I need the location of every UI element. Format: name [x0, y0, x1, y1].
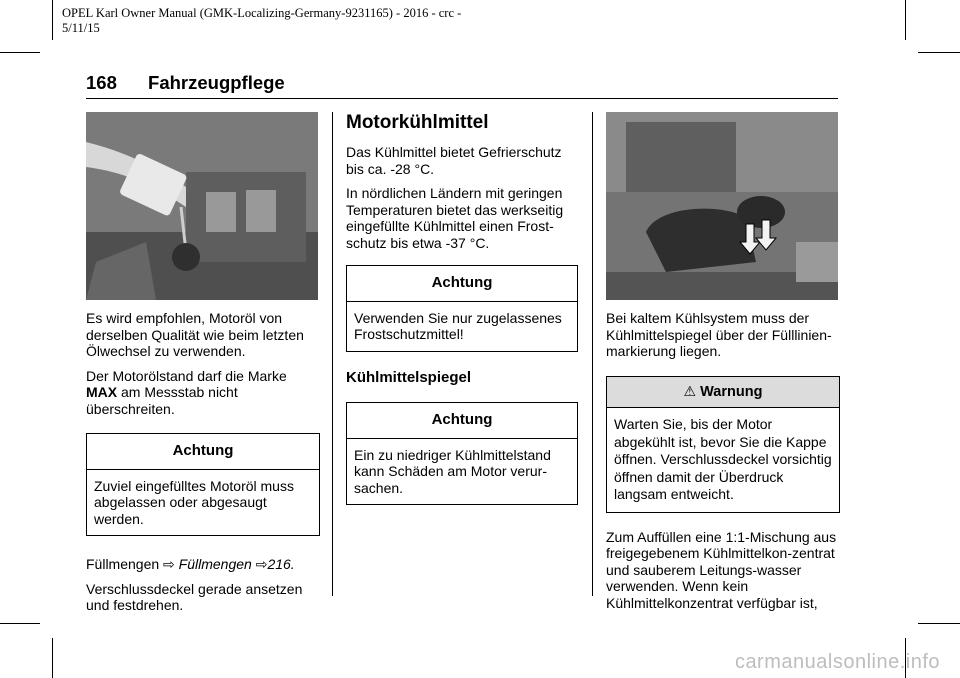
- paragraph: Verschlussdeckel gerade ansetzen und festdrehen.: [86, 580, 303, 613]
- reference-link[interactable]: Füllmengen: [178, 556, 252, 572]
- page-title: Fahrzeugpflege: [148, 72, 285, 93]
- crop-mark: [918, 623, 960, 624]
- subsection-heading: Kühlmittelspiegel: [346, 368, 472, 386]
- paragraph: [86, 368, 320, 418]
- paragraph: Es wird empfohlen, Motoröl von derselben Qualität wie beim letzten Ölwechsel zu verwenden.: [86, 310, 304, 359]
- warning-header: [607, 377, 839, 408]
- warning-triangle-icon: ⚠: [683, 382, 697, 399]
- caution-title: Achtung: [172, 442, 234, 459]
- coolant-reservoir-image: [606, 112, 838, 300]
- crop-mark: [0, 52, 40, 53]
- column-divider: [592, 112, 593, 596]
- warning-body: Warten Sie, bis der Motor abgekühlt ist, bevor Sie die Kappe öffnen. Verschlussdeckel vorsichtig öffnen damit der Überdruck langsam entweicht.: [607, 407, 839, 512]
- paragraph: In nördlichen Ländern mit geringen Temperaturen bietet das werkseitig eingefüllte Kühlmittel einen Frost-schutz bis etwa -37 °C.: [346, 185, 564, 251]
- caution-body: Zuviel eingefülltes Motoröl muss abgelassen oder abgesaugt werden.: [87, 469, 319, 536]
- paragraph: Das Kühlmittel bietet Gefrierschutz bis ca. -28 °C.: [346, 144, 562, 177]
- column-2: [346, 112, 578, 505]
- page-ref[interactable]: 216.: [267, 556, 295, 572]
- text: am Messstab nicht überschreiten.: [86, 384, 238, 417]
- paragraph: Bei kaltem Kühlsystem muss der Kühlmittelspiegel über der Fülllinien-markierung liegen.: [606, 310, 832, 359]
- crop-mark: [918, 52, 960, 53]
- text: Füllmengen: [86, 556, 160, 572]
- caution-box: [86, 433, 320, 536]
- print-header-line1: OPEL Karl Owner Manual (GMK-Localizing-Germany-9231165) - 2016 - crc -: [62, 6, 462, 20]
- column-1: [86, 310, 320, 622]
- paragraph: [86, 556, 320, 573]
- watermark: carmanualsonline.info: [734, 651, 940, 673]
- section-heading: Motorkühlmittel: [346, 112, 489, 133]
- caution-body: Verwenden Sie nur zugelassenes Frostschutzmittel!: [347, 301, 577, 351]
- caution-box: [346, 265, 578, 352]
- warning-box: [606, 376, 840, 513]
- crop-mark: [905, 0, 906, 40]
- caution-body: Ein zu niedriger Kühlmittelstand kann Schäden am Motor verur-sachen.: [347, 438, 577, 505]
- caution-title: Achtung: [431, 411, 493, 428]
- crop-mark: [52, 638, 53, 678]
- text: Der Motorölstand darf die Marke: [86, 367, 287, 384]
- page-ref-icon: ⇨: [255, 556, 268, 572]
- print-header-line2: 5/11/15: [62, 21, 100, 35]
- caution-title: Achtung: [431, 274, 493, 291]
- warning-title: Warnung: [700, 383, 763, 400]
- header-rule: [86, 98, 838, 99]
- page-header: [86, 72, 285, 94]
- column-3: [606, 310, 840, 619]
- max-mark: MAX: [86, 384, 118, 400]
- reference-arrow-icon: ⇨: [163, 556, 175, 572]
- page-number: 168: [86, 72, 117, 93]
- caution-box: [346, 402, 578, 505]
- engine-oil-fill-image: [86, 112, 318, 300]
- crop-mark: [52, 0, 53, 40]
- paragraph: Zum Auffüllen eine 1:1-Mischung aus freigegebenem Kühlmittelkon-zentrat und sauberem Leitungs-wasser verwenden. Wenn kein Kühlmittelkonzentrat verfügbar ist,: [606, 528, 837, 611]
- column-divider: [332, 112, 333, 596]
- crop-mark: [0, 623, 40, 624]
- print-header: [62, 6, 461, 36]
